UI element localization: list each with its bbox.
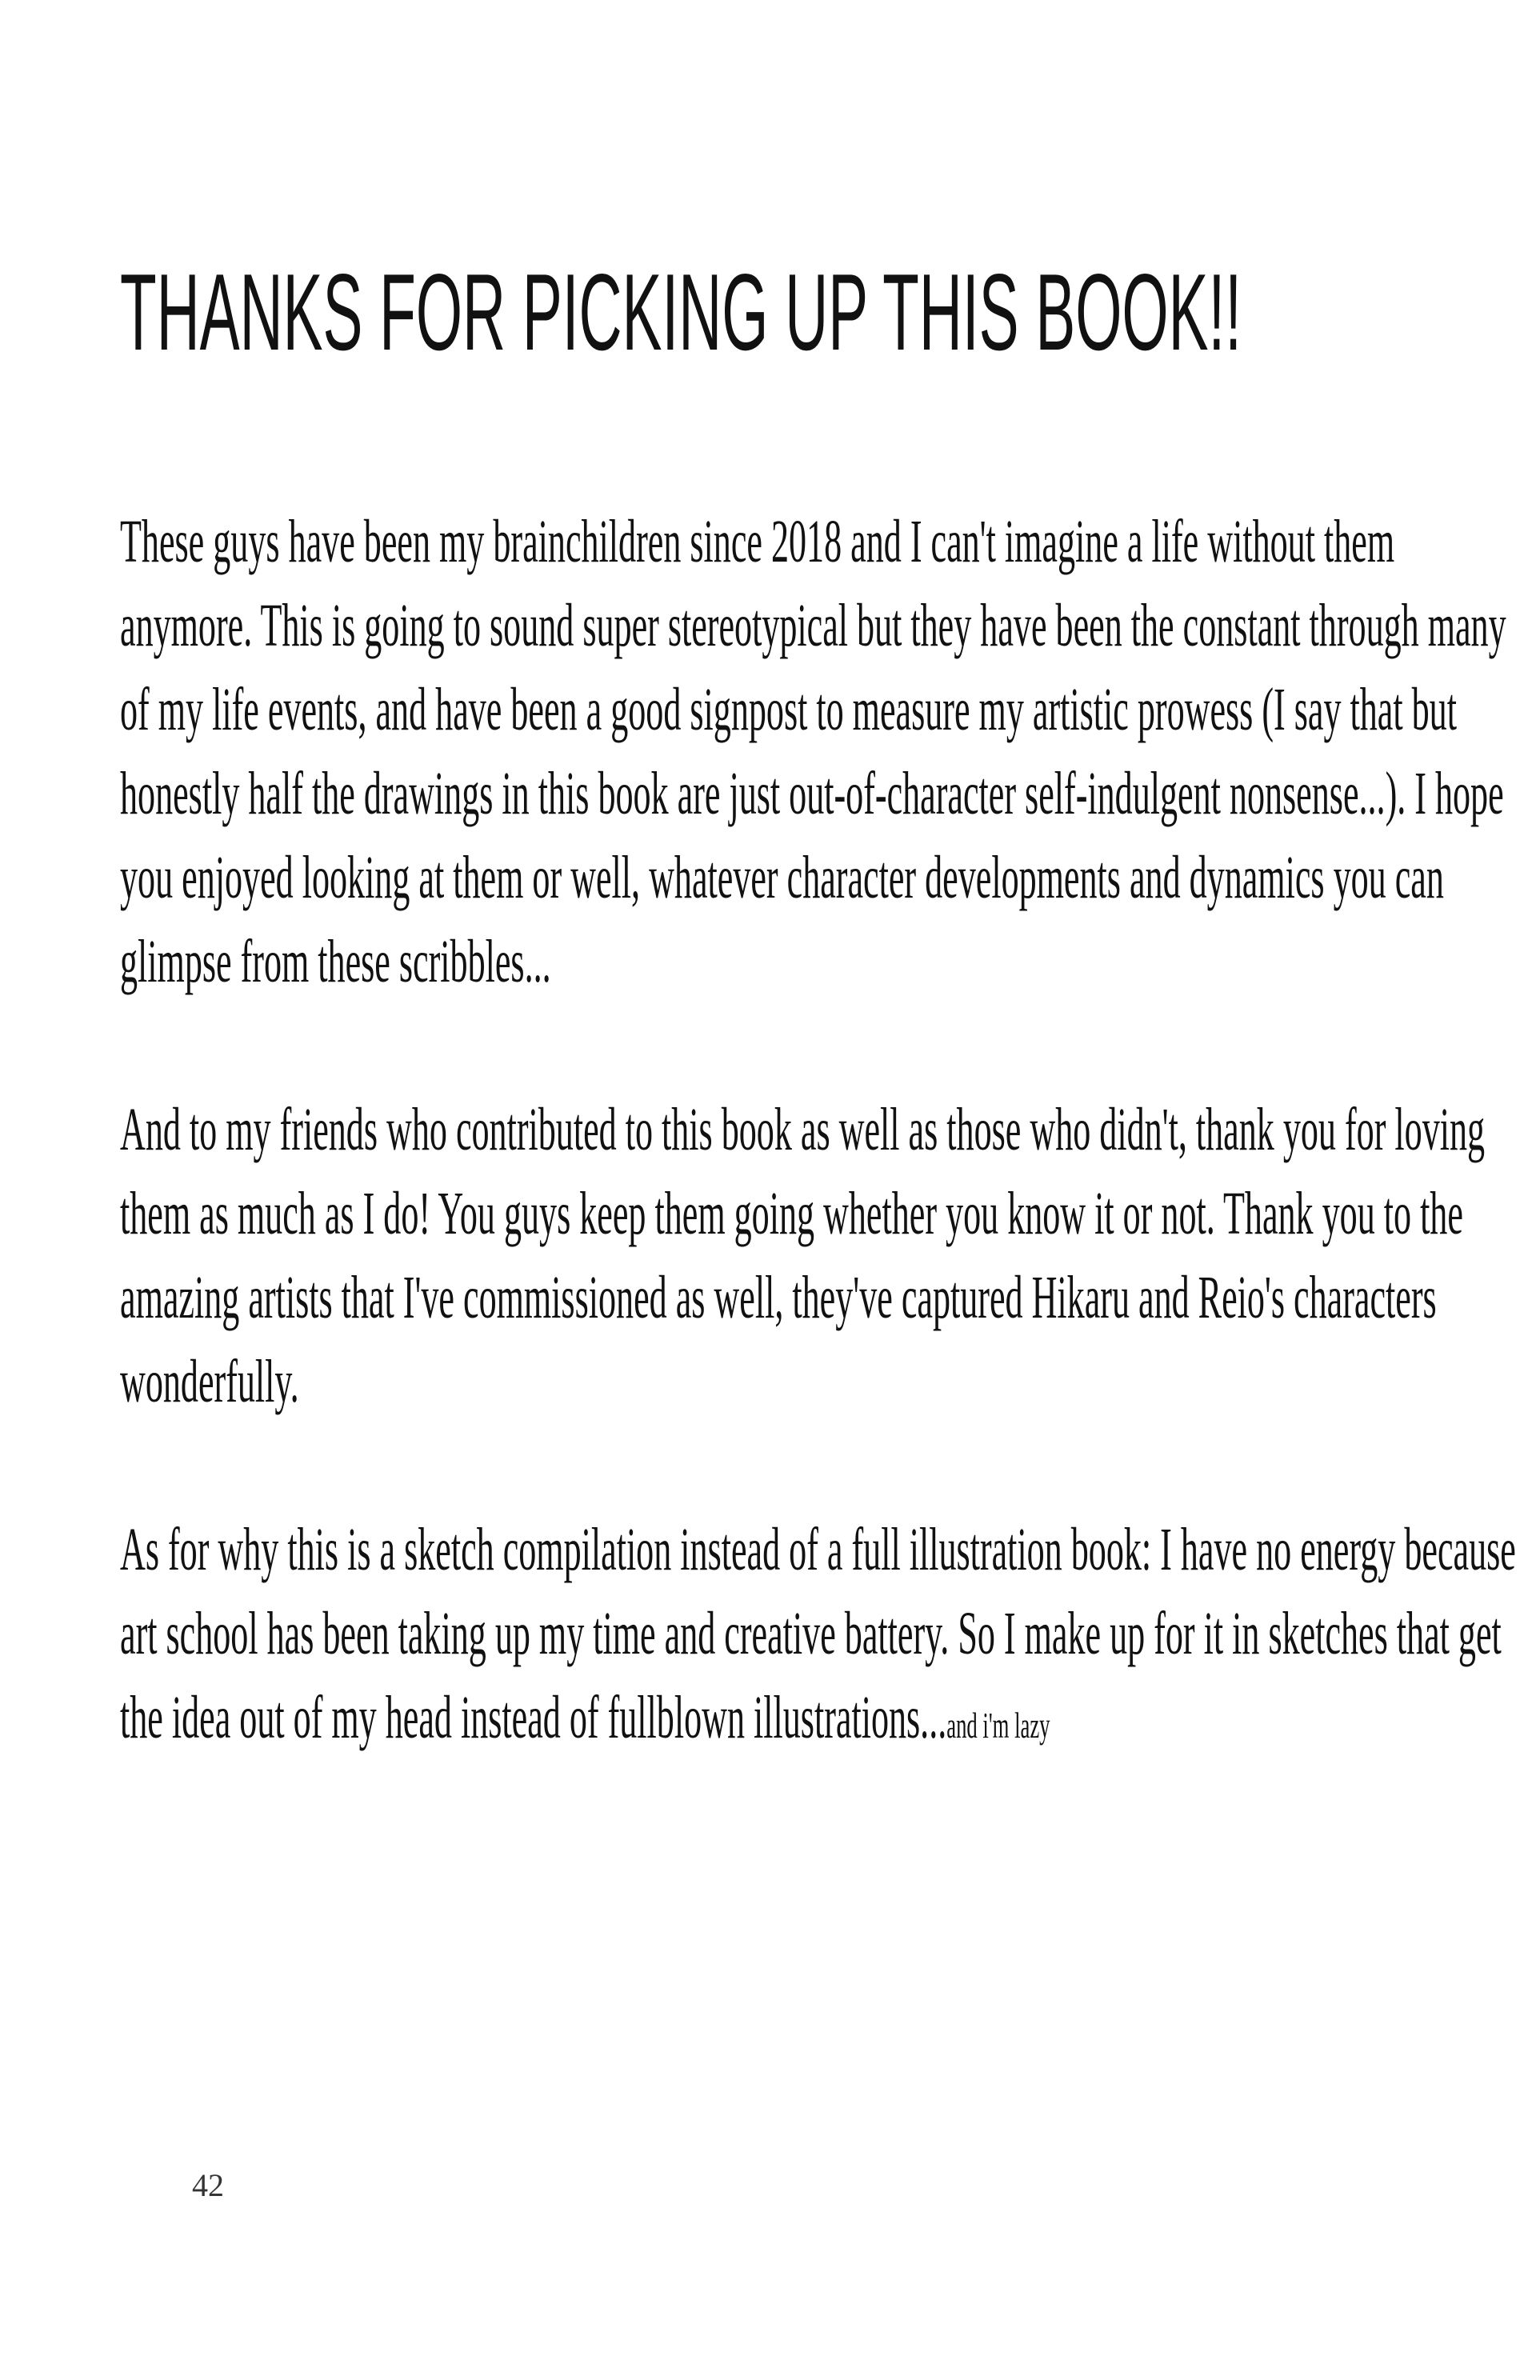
body-text xyxy=(120,500,1535,1851)
page-title: THANKS FOR PICKING UP THIS BOOK!! xyxy=(120,251,1242,373)
paragraph-explanation xyxy=(120,1508,1535,1767)
paragraph-intro: These guys have been my brainchildren since 2018 and I can't imagine a life without them anymore. This is going to sound super stereotypical but they have been the constant through many of my life events, and have been a good signpost to measure my artistic prowess (I say that but honestly half the drawings in this book are just out-of-character self-indulgent nonsense...). I hope you enjoyed looking at them or well, whatever character developments and dynamics you can glimpse from these scribbles... xyxy=(120,508,1506,995)
paragraph-thanks: And to my friends who contributed to this book as well as those who didn't, thank you for loving them as much as I do! You guys keep them going whether you know it or not. Thank you to the amazing artists that I've commissioned as well, they've captured Hikaru and Reio's characters wonderfully. xyxy=(120,1096,1486,1415)
page-number: 42 xyxy=(192,2167,224,2203)
aside-note: and i'm lazy xyxy=(946,1705,1050,1746)
paragraph-explanation-text: As for why this is a sketch compilation instead of a full illustration book: I have no energy because art school has been taking up my time and creative battery. So I make up for it in sketches that get the idea out of my head instead of fullblown illustrations... xyxy=(120,1516,1516,1751)
